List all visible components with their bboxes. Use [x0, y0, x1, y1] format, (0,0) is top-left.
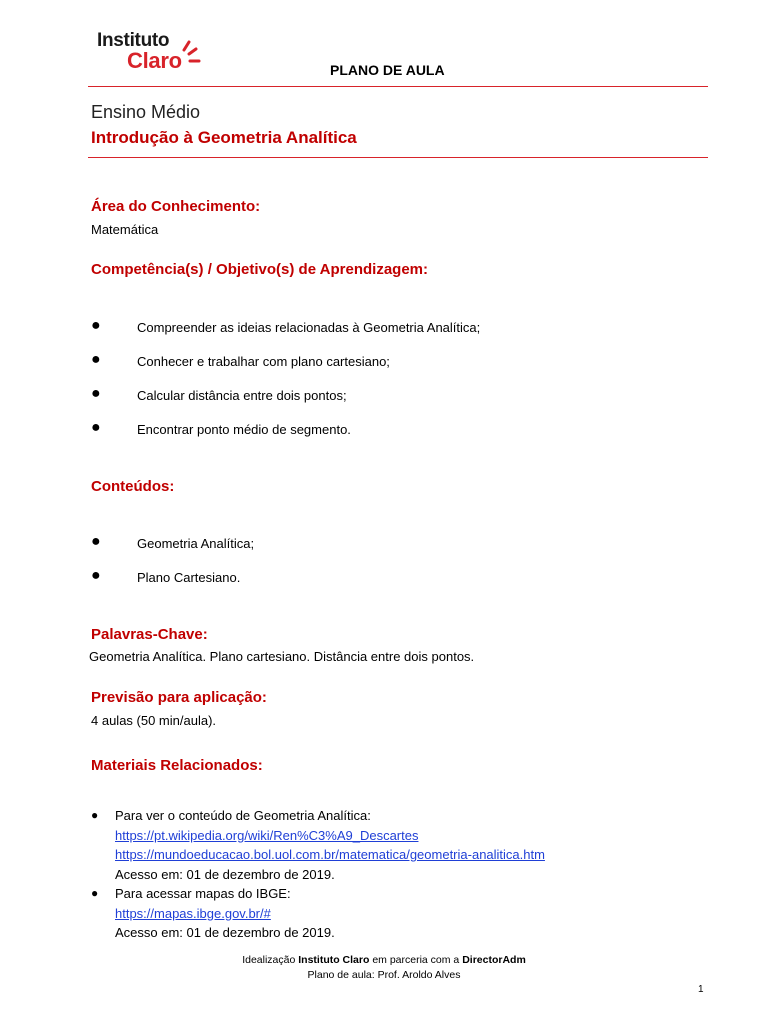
bullet-icon: ● [91, 317, 101, 334]
wikipedia-link[interactable]: https://pt.wikipedia.org/wiki/Ren%C3%A9_Descartes [115, 827, 419, 843]
bullet-icon: ● [91, 385, 101, 402]
materiais-list [91, 806, 545, 943]
bullet-icon: ● [91, 567, 101, 584]
palavras-text: Geometria Analítica. Plano cartesiano. Distância entre dois pontos. [89, 649, 475, 664]
mundoeducacao-link[interactable]: https://mundoeducacao.bol.uol.com.br/matematica/geometria-analitica.htm [115, 847, 545, 862]
bullet-icon: ● [91, 533, 101, 550]
bullet-icon: ● [91, 419, 101, 436]
title-divider [88, 157, 708, 158]
area-text: Matemática [91, 222, 159, 237]
instituto-claro-logo [97, 30, 217, 72]
bullet-icon: ● [91, 351, 101, 368]
access-date: Acesso em: 01 de dezembro de 2019. [115, 866, 335, 882]
list-item [91, 884, 545, 943]
materiais-item-text: Para ver o conteúdo de Geometria Analítica: [115, 808, 371, 823]
logo-line1: Instituto [97, 30, 170, 51]
materiais-item-text: Para acessar mapas do IBGE: [115, 886, 291, 901]
list-item [91, 806, 545, 884]
page-number: 1 [698, 984, 704, 995]
conteudos-heading: Conteúdos: [91, 478, 175, 495]
access-date: Acesso em: 01 de dezembro de 2019. [115, 925, 335, 940]
logo-line2: Claro [127, 48, 182, 73]
bullet-icon: ● [91, 886, 99, 900]
previsao-text: 4 aulas (50 min/aula). [91, 713, 217, 728]
materiais-heading: Materiais Relacionados: [91, 757, 263, 774]
logo-rays-icon [180, 40, 202, 68]
palavras-heading: Palavras-Chave: [91, 626, 208, 643]
ibge-link[interactable]: https://mapas.ibge.gov.br/# [115, 905, 271, 921]
education-level: Ensino Médio [91, 102, 201, 122]
document-title: PLANO DE AULA [330, 62, 445, 78]
bullet-icon: ● [91, 808, 99, 822]
area-heading: Área do Conhecimento: [91, 198, 261, 215]
lesson-title: Introdução à Geometria Analítica [91, 128, 357, 147]
footer-author: Plano de aula: Prof. Aroldo Alves [307, 969, 461, 981]
competencias-heading: Competência(s) / Objetivo(s) de Aprendizagem: [91, 261, 428, 278]
previsao-heading: Previsão para aplicação: [91, 689, 267, 706]
header-divider [88, 86, 708, 87]
footer-credits: Idealização Instituto Claro em parceria com a DirectorAdm [242, 954, 526, 966]
